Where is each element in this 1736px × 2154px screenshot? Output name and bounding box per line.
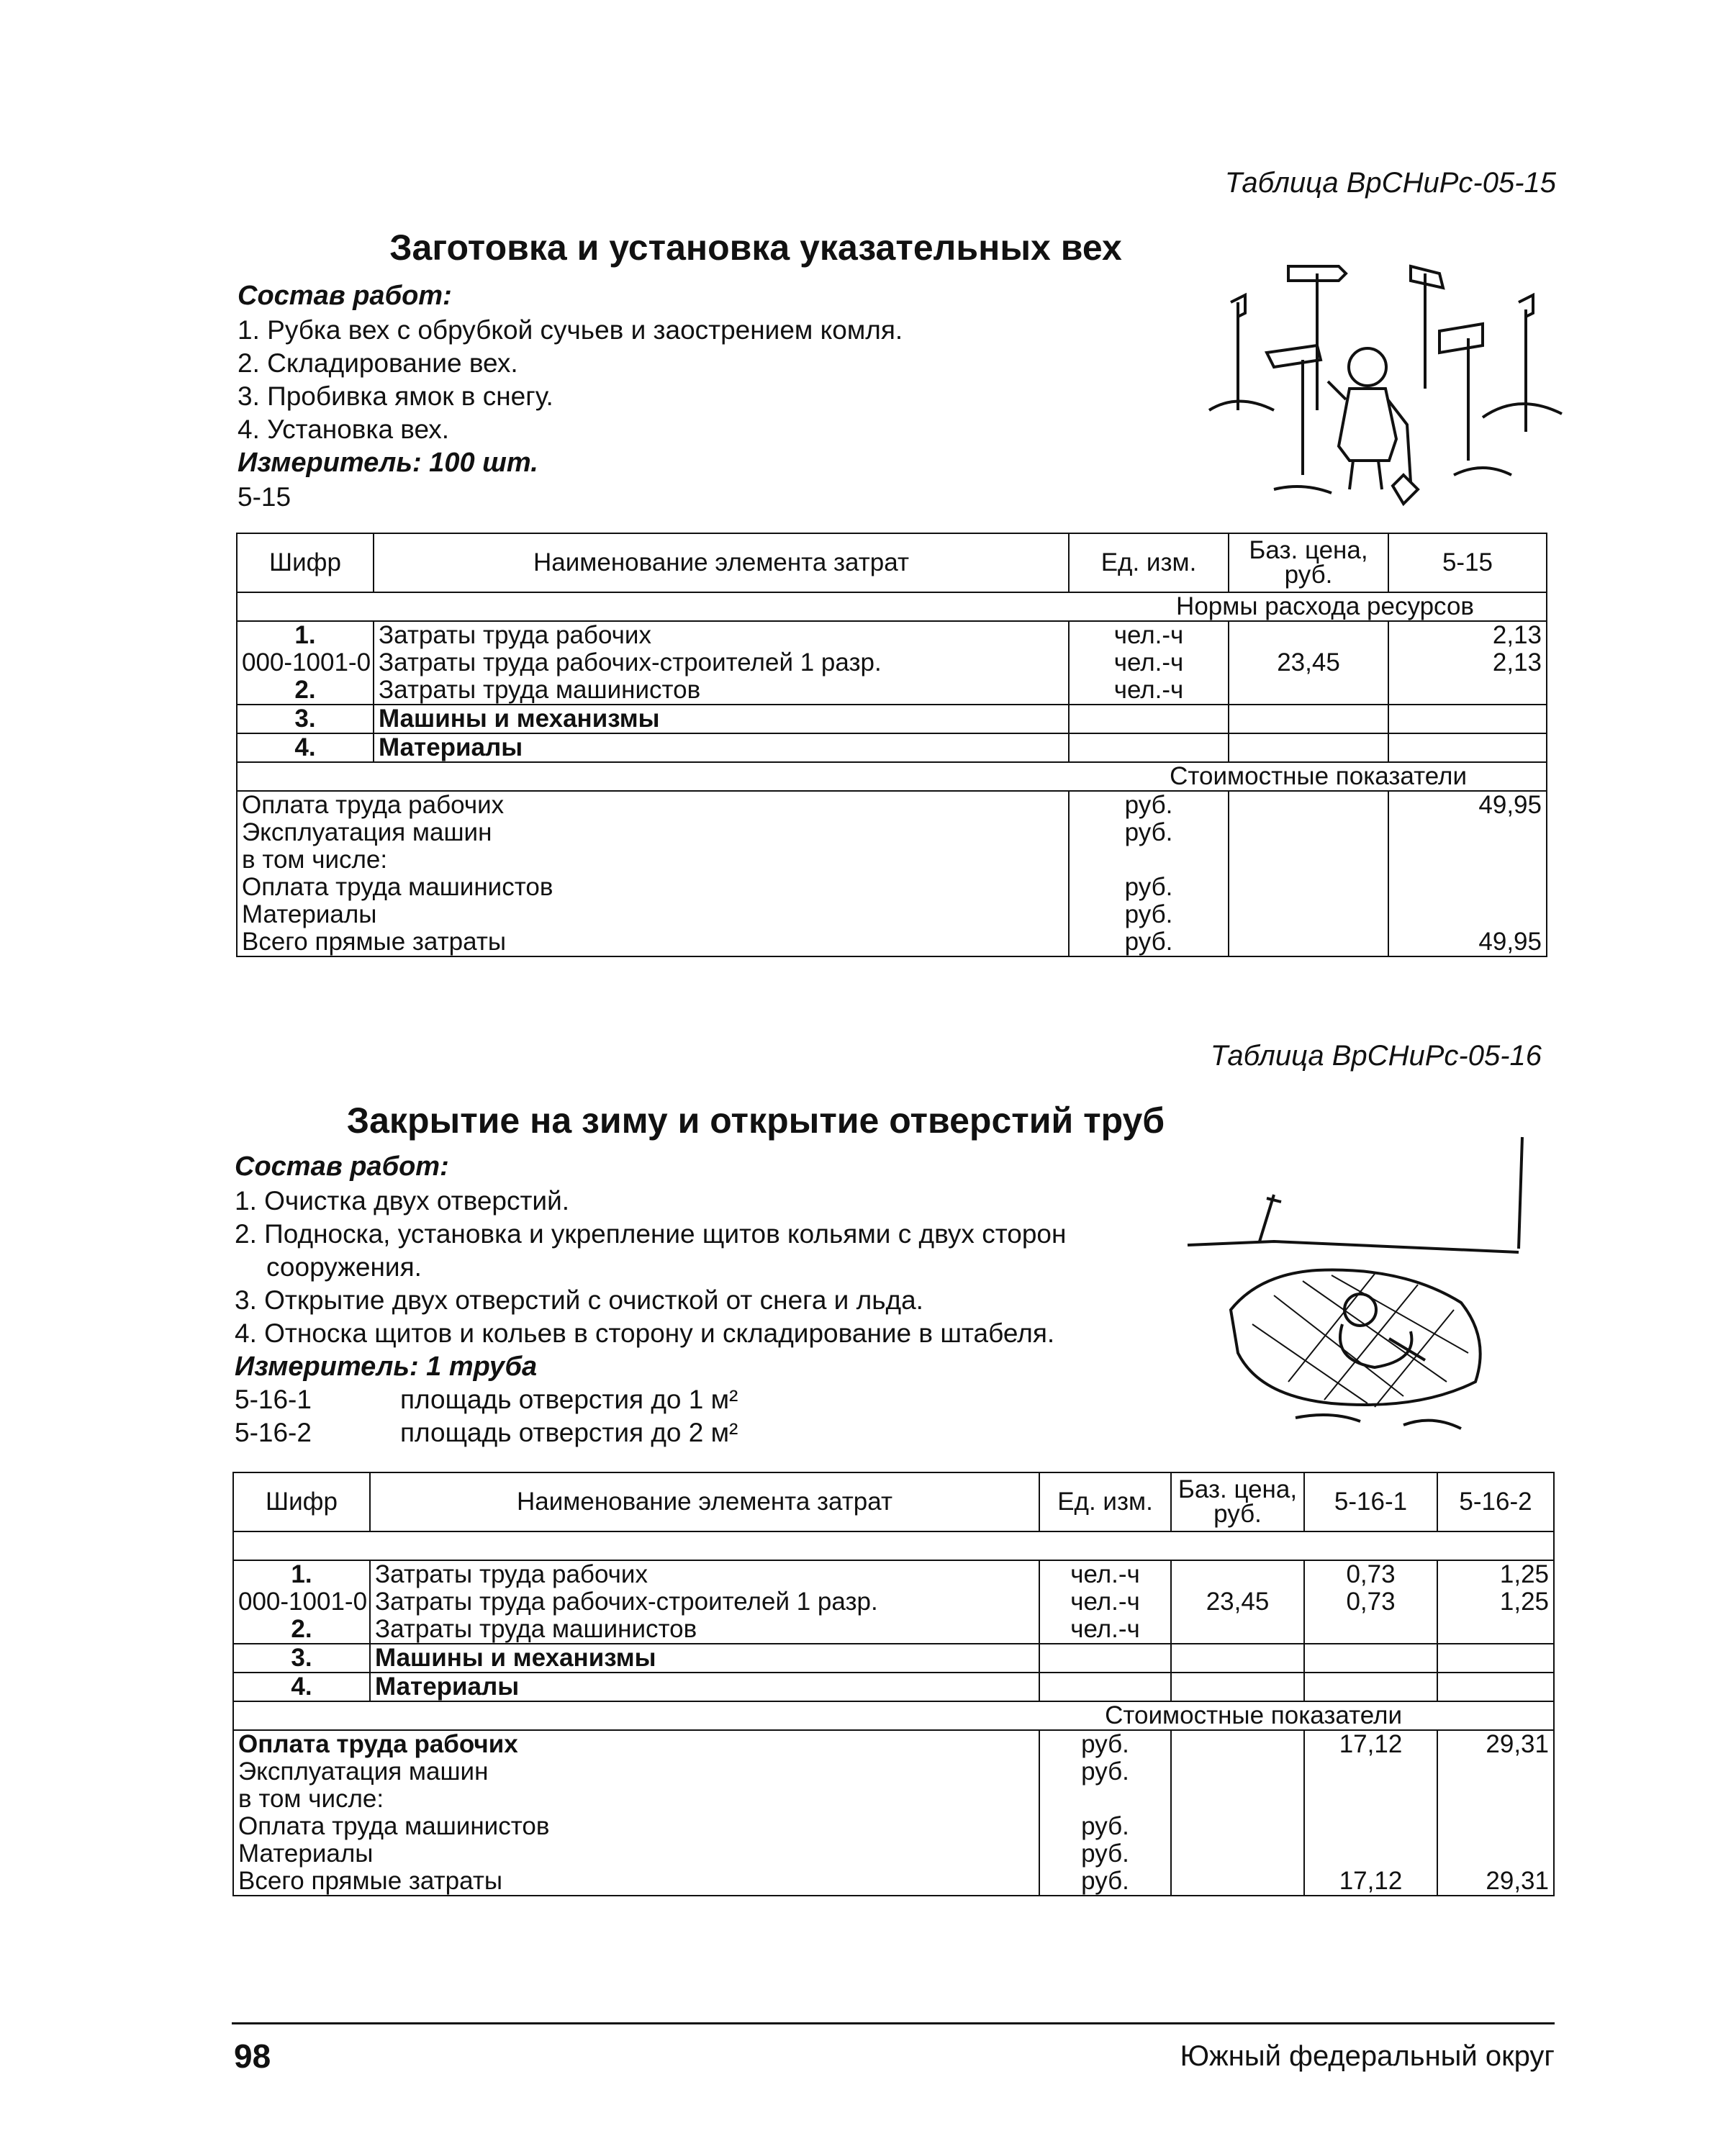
- cell-shifr: 3.: [237, 705, 374, 733]
- section-title-2: Закрытие на зиму и открытие отверстий труб: [346, 1100, 1165, 1141]
- cell-unit: [1039, 1644, 1171, 1673]
- cost-value: 49,95: [1388, 928, 1547, 956]
- work-item: 4. Относка щитов и кольев в сторону и складирование в штабеля.: [235, 1318, 1055, 1348]
- col-unit: Ед. изм.: [1069, 533, 1229, 592]
- cell-shifr: 2.: [233, 1616, 370, 1644]
- cost-label: Стоимостные показатели: [233, 1701, 1554, 1730]
- cost-value-1: 17,12: [1304, 1730, 1437, 1758]
- work-item: 2. Складирование вех.: [238, 348, 518, 378]
- cost-unit: руб.: [1069, 928, 1229, 956]
- table-row: [237, 649, 1547, 676]
- cost-unit: [1069, 846, 1229, 874]
- cost-value-1: [1304, 1813, 1437, 1840]
- table-row: [233, 1616, 1554, 1644]
- cost-row: [233, 1786, 1554, 1813]
- cell-value: [1388, 705, 1547, 733]
- cell-value-1: [1304, 1644, 1437, 1673]
- col-name: Наименование элемента затрат: [374, 533, 1069, 592]
- cell-shifr: 4.: [237, 733, 374, 762]
- cell-shifr: 000-1001-0: [233, 1588, 370, 1616]
- cell-price: [1171, 1644, 1304, 1673]
- cell-name: Материалы: [370, 1673, 1039, 1701]
- cell-shifr: 1.: [237, 621, 374, 649]
- col-code: 5-15: [1388, 533, 1547, 592]
- work-item: 2. Подноска, установка и укрепление щитов кольями с двух сторон: [235, 1219, 1067, 1249]
- code: 5-16-1: [235, 1385, 312, 1414]
- cell-price: [1171, 1560, 1304, 1588]
- unit-measure-2: Измеритель: 1 труба: [235, 1352, 538, 1382]
- cell-unit: чел.-ч: [1039, 1560, 1171, 1588]
- work-item: сооружения.: [266, 1252, 422, 1282]
- cell-price: [1229, 621, 1388, 649]
- cell-value-2: [1437, 1616, 1554, 1644]
- page-number: 98: [234, 2037, 271, 2075]
- cost-name: Оплата труда рабочих: [237, 791, 1069, 819]
- signposts-illustration: [1195, 245, 1569, 511]
- cell-value-2: [1437, 1644, 1554, 1673]
- cost-name: Оплата труда рабочих: [233, 1730, 1039, 1758]
- cost-row: [233, 1813, 1554, 1840]
- cost-value: [1388, 819, 1547, 846]
- cell-unit: [1069, 705, 1229, 733]
- table-ref-2: Таблица ВрСНиРс-05-16: [1210, 1040, 1542, 1072]
- cell-value: 2,13: [1388, 649, 1547, 676]
- empty-label-row: [233, 1531, 1554, 1560]
- footer-rule: [232, 2022, 1555, 2024]
- col-shifr: Шифр: [237, 533, 374, 592]
- table-header: [237, 533, 1547, 592]
- col-unit: Ед. изм.: [1039, 1472, 1171, 1531]
- pipe-opening-illustration: [1188, 1123, 1562, 1454]
- col-code-1: 5-16-1: [1304, 1472, 1437, 1531]
- work-list-2: [235, 1185, 1066, 1350]
- cost-unit: руб.: [1069, 901, 1229, 928]
- cost-value: [1388, 901, 1547, 928]
- cost-unit: руб.: [1069, 874, 1229, 901]
- cell-price: [1171, 1616, 1304, 1644]
- work-item: 3. Открытие двух отверстий с очисткой от снега и льда.: [235, 1285, 923, 1315]
- cell-price: [1171, 1673, 1304, 1701]
- cost-row: [237, 846, 1547, 874]
- code-list-2: [235, 1383, 738, 1449]
- cost-name: Оплата труда машинистов: [237, 874, 1069, 901]
- cost-row: [233, 1840, 1554, 1868]
- cost-unit: руб.: [1039, 1758, 1171, 1786]
- cell-value-1: 0,73: [1304, 1588, 1437, 1616]
- cost-name: в том числе:: [233, 1786, 1039, 1813]
- cell-value-1: [1304, 1673, 1437, 1701]
- cell-name: Затраты труда рабочих-строителей 1 разр.: [374, 649, 1069, 676]
- cell-name: Материалы: [374, 733, 1069, 762]
- cost-name: Оплата труда машинистов: [233, 1813, 1039, 1840]
- cell-name: Машины и механизмы: [370, 1644, 1039, 1673]
- col-price: Баз. цена, руб.: [1229, 533, 1388, 592]
- cell-shifr: 3.: [233, 1644, 370, 1673]
- table-row: [233, 1560, 1554, 1588]
- cost-row: [237, 901, 1547, 928]
- col-shifr: Шифр: [233, 1472, 370, 1531]
- cost-name: в том числе:: [237, 846, 1069, 874]
- code-item: [235, 1416, 738, 1449]
- cell-unit: чел.-ч: [1069, 676, 1229, 705]
- code-item: [235, 1383, 738, 1416]
- cost-value-2: [1437, 1786, 1554, 1813]
- col-name: Наименование элемента затрат: [370, 1472, 1039, 1531]
- cost-name: Эксплуатация машин: [233, 1758, 1039, 1786]
- cost-value: 49,95: [1388, 791, 1547, 819]
- cost-name: Материалы: [237, 901, 1069, 928]
- work-composition-label-2: Состав работ:: [235, 1151, 449, 1182]
- table-row: [233, 1644, 1554, 1673]
- norms-table-1: [236, 533, 1547, 957]
- cell-value: [1388, 676, 1547, 705]
- cell-shifr: 4.: [233, 1673, 370, 1701]
- work-composition-label-1: Состав работ:: [238, 281, 452, 311]
- cell-name: Машины и механизмы: [374, 705, 1069, 733]
- cell-shifr: 000-1001-0: [237, 649, 374, 676]
- cell-price: 23,45: [1171, 1588, 1304, 1616]
- table-row: [237, 676, 1547, 705]
- cell-value-2: 1,25: [1437, 1588, 1554, 1616]
- work-item: 1. Очистка двух отверстий.: [235, 1186, 570, 1216]
- cost-row: [233, 1758, 1554, 1786]
- cell-name: Затраты труда рабочих: [370, 1560, 1039, 1588]
- code-desc: площадь отверстия до 1 м²: [400, 1385, 738, 1414]
- cost-row: [237, 819, 1547, 846]
- cell-unit: [1069, 733, 1229, 762]
- cost-value-1: [1304, 1758, 1437, 1786]
- unit-measure-1: Измеритель: 100 шт.: [238, 448, 538, 478]
- cost-name: Всего прямые затраты: [233, 1868, 1039, 1896]
- col-code-2: 5-16-2: [1437, 1472, 1554, 1531]
- cost-value-1: [1304, 1786, 1437, 1813]
- cost-unit: руб.: [1069, 819, 1229, 846]
- table-row: [237, 621, 1547, 649]
- cell-price: [1229, 733, 1388, 762]
- table-header: [233, 1472, 1554, 1531]
- cost-row: [237, 791, 1547, 819]
- cell-name: Затраты труда рабочих: [374, 621, 1069, 649]
- code-line-1: 5-15: [238, 482, 291, 512]
- cost-value: [1388, 846, 1547, 874]
- cell-unit: чел.-ч: [1039, 1616, 1171, 1644]
- cell-name: Затраты труда машинистов: [374, 676, 1069, 705]
- cost-row: [233, 1730, 1554, 1758]
- table-row: [237, 733, 1547, 762]
- cell-value-2: 1,25: [1437, 1560, 1554, 1588]
- norms-table-2: [232, 1472, 1555, 1896]
- cost-value-2: [1437, 1840, 1554, 1868]
- cell-price: [1229, 676, 1388, 705]
- code: 5-16-2: [235, 1418, 312, 1447]
- cell-value-2: [1437, 1673, 1554, 1701]
- cost-unit: руб.: [1039, 1813, 1171, 1840]
- cost-unit: руб.: [1039, 1840, 1171, 1868]
- code-desc: площадь отверстия до 2 м²: [400, 1418, 738, 1447]
- work-item: 3. Пробивка ямок в снегу.: [238, 381, 553, 411]
- cell-shifr: 2.: [237, 676, 374, 705]
- cell-unit: чел.-ч: [1069, 621, 1229, 649]
- cost-label: Стоимостные показатели: [237, 762, 1547, 791]
- cost-value-1: 17,12: [1304, 1868, 1437, 1896]
- cost-value-2: [1437, 1813, 1554, 1840]
- cost-row: [237, 928, 1547, 956]
- norms-label: Нормы расхода ресурсов: [237, 592, 1547, 621]
- cost-value-2: 29,31: [1437, 1730, 1554, 1758]
- cost-value-2: [1437, 1758, 1554, 1786]
- cost-name: Эксплуатация машин: [237, 819, 1069, 846]
- cell-name: Затраты труда машинистов: [370, 1616, 1039, 1644]
- work-list-1: [238, 314, 903, 446]
- cost-value-2: 29,31: [1437, 1868, 1554, 1896]
- cost-unit: руб.: [1039, 1868, 1171, 1896]
- cell-unit: чел.-ч: [1069, 649, 1229, 676]
- cell-name: Затраты труда рабочих-строителей 1 разр.: [370, 1588, 1039, 1616]
- work-item: 1. Рубка вех с обрубкой сучьев и заострением комля.: [238, 315, 903, 345]
- region-name: Южный федеральный округ: [1180, 2040, 1555, 2072]
- section-title-1: Заготовка и установка указательных вех: [389, 227, 1122, 268]
- cost-value-1: [1304, 1840, 1437, 1868]
- table-row: [233, 1588, 1554, 1616]
- col-price: Баз. цена, руб.: [1171, 1472, 1304, 1531]
- cell-value: [1388, 733, 1547, 762]
- cell-shifr: 1.: [233, 1560, 370, 1588]
- norms-label-row: [237, 592, 1547, 621]
- cost-row: [233, 1868, 1554, 1896]
- cell-value-1: [1304, 1616, 1437, 1644]
- cost-value: [1388, 874, 1547, 901]
- cost-label-row: [233, 1701, 1554, 1730]
- cell-value-1: 0,73: [1304, 1560, 1437, 1588]
- table-ref-1: Таблица ВрСНиРс-05-15: [1224, 167, 1556, 199]
- cost-label-row: [237, 762, 1547, 791]
- cost-unit: руб.: [1039, 1730, 1171, 1758]
- cell-unit: чел.-ч: [1039, 1588, 1171, 1616]
- cost-name: Всего прямые затраты: [237, 928, 1069, 956]
- cell-price: 23,45: [1229, 649, 1388, 676]
- cell-price: [1229, 705, 1388, 733]
- work-item: 4. Установка вех.: [238, 415, 450, 444]
- cell-value: 2,13: [1388, 621, 1547, 649]
- cost-unit: руб.: [1069, 791, 1229, 819]
- cost-unit: [1039, 1786, 1171, 1813]
- cost-name: Материалы: [233, 1840, 1039, 1868]
- cost-row: [237, 874, 1547, 901]
- table-row: [233, 1673, 1554, 1701]
- table-row: [237, 705, 1547, 733]
- cell-unit: [1039, 1673, 1171, 1701]
